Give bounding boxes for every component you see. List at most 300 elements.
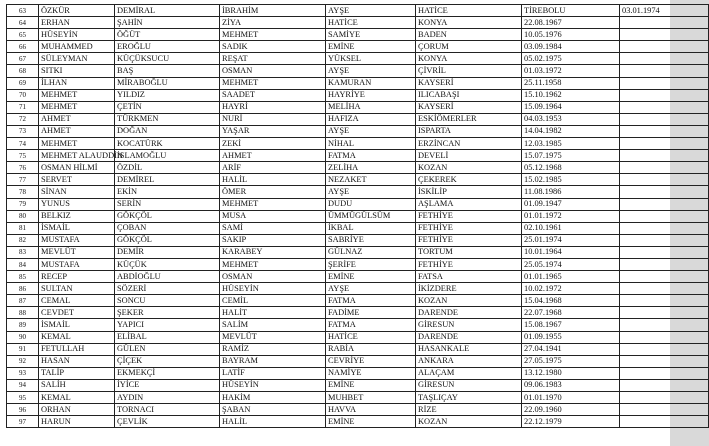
birthplace-cell: ISPARTA: [416, 125, 522, 137]
mother-name-cell: GÜLNAZ: [326, 246, 416, 258]
first-name-cell: AHMET: [39, 125, 115, 137]
father-name-cell: SALİM: [220, 319, 326, 331]
father-name-cell: NURİ: [220, 113, 326, 125]
birthplace-cell: ESKİÖMERLER: [416, 113, 522, 125]
father-name-cell: HALİT: [220, 307, 326, 319]
birth-date-cell: TİREBOLU: [522, 5, 620, 17]
birthplace-cell: FATSA: [416, 271, 522, 283]
first-name-cell: HÜSEYİN: [39, 29, 115, 41]
birthplace-cell: HATİCE: [416, 5, 522, 17]
surname-cell: KOCATÜRK: [115, 138, 220, 150]
row-number-cell: 84: [7, 258, 39, 270]
mother-name-cell: AYŞE: [326, 283, 416, 295]
extra-cell-cell: [620, 53, 709, 65]
extra-cell-cell: [620, 138, 709, 150]
extra-cell-cell: [620, 234, 709, 246]
mother-name-cell: MELİHA: [326, 101, 416, 113]
father-name-cell: SAMİ: [220, 222, 326, 234]
father-name-cell: HÜSEYİN: [220, 283, 326, 295]
mother-name-cell: FATMA: [326, 295, 416, 307]
surname-cell: GÖKÇÖL: [115, 234, 220, 246]
extra-cell-cell: 03.01.1974: [620, 5, 709, 17]
mother-name-cell: EMİNE: [326, 271, 416, 283]
father-name-cell: ÖMER: [220, 186, 326, 198]
table-row: [7, 198, 709, 210]
birth-date-cell: 15.09.1964: [522, 101, 620, 113]
mother-name-cell: AYŞE: [326, 186, 416, 198]
row-number-cell: 77: [7, 174, 39, 186]
birth-date-cell: 01.01.1965: [522, 271, 620, 283]
surname-cell: TÜRKMEN: [115, 113, 220, 125]
birth-date-cell: 11.08.1986: [522, 186, 620, 198]
birth-date-cell: 14.04.1982: [522, 125, 620, 137]
extra-cell-cell: [620, 343, 709, 355]
mother-name-cell: EMİNE: [326, 416, 416, 428]
extra-cell-cell: [620, 125, 709, 137]
birthplace-cell: ÇEKEREK: [416, 174, 522, 186]
father-name-cell: AHMET: [220, 150, 326, 162]
birth-date-cell: 15.04.1968: [522, 295, 620, 307]
row-number-cell: 73: [7, 125, 39, 137]
father-name-cell: MEHMET: [220, 29, 326, 41]
table-row: [7, 222, 709, 234]
birth-date-cell: 22.09.1960: [522, 404, 620, 416]
row-number-cell: 75: [7, 150, 39, 162]
father-name-cell: HAKİM: [220, 392, 326, 404]
table-row: [7, 271, 709, 283]
birthplace-cell: ILICABAŞI: [416, 89, 522, 101]
birthplace-cell: ERZİNCAN: [416, 138, 522, 150]
first-name-cell: MEHMET: [39, 138, 115, 150]
row-number-cell: 89: [7, 319, 39, 331]
birth-date-cell: 27.04.1941: [522, 343, 620, 355]
table-row: [7, 5, 709, 17]
table-row: [7, 355, 709, 367]
mother-name-cell: HATİCE: [326, 17, 416, 29]
table-row: [7, 404, 709, 416]
row-number-cell: 94: [7, 379, 39, 391]
table-row: [7, 210, 709, 222]
mother-name-cell: RABİA: [326, 343, 416, 355]
table-row: [7, 331, 709, 343]
birth-date-cell: 22.07.1968: [522, 307, 620, 319]
father-name-cell: ZİYA: [220, 17, 326, 29]
surname-cell: ÖĞÜT: [115, 29, 220, 41]
extra-cell-cell: [620, 283, 709, 295]
birthplace-cell: DARENDE: [416, 307, 522, 319]
surname-cell: MİRABOĞLU: [115, 77, 220, 89]
surname-cell: İYİCE: [115, 379, 220, 391]
table-row: [7, 29, 709, 41]
father-name-cell: SAADET: [220, 89, 326, 101]
extra-cell-cell: [620, 246, 709, 258]
birth-date-cell: 25.01.1974: [522, 234, 620, 246]
birth-date-cell: 15.08.1967: [522, 319, 620, 331]
row-number-cell: 96: [7, 404, 39, 416]
birthplace-cell: GİRESUN: [416, 379, 522, 391]
first-name-cell: KEMAL: [39, 331, 115, 343]
birth-date-cell: 15.10.1962: [522, 89, 620, 101]
row-number-cell: 97: [7, 416, 39, 428]
father-name-cell: SAKIP: [220, 234, 326, 246]
birth-date-cell: 09.06.1983: [522, 379, 620, 391]
table-body: [7, 5, 709, 428]
mother-name-cell: EMİNE: [326, 41, 416, 53]
birthplace-cell: KAYSERİ: [416, 101, 522, 113]
row-number-cell: 68: [7, 65, 39, 77]
table-row: [7, 319, 709, 331]
mother-name-cell: YÜKSEL: [326, 53, 416, 65]
father-name-cell: MEVLÜT: [220, 331, 326, 343]
row-number-cell: 81: [7, 222, 39, 234]
father-name-cell: HALİL: [220, 416, 326, 428]
row-number-cell: 65: [7, 29, 39, 41]
birthplace-cell: RİZE: [416, 404, 522, 416]
row-number-cell: 72: [7, 113, 39, 125]
father-name-cell: OSMAN: [220, 65, 326, 77]
father-name-cell: ZEKİ: [220, 138, 326, 150]
surname-cell: YAPICI: [115, 319, 220, 331]
first-name-cell: SERVET: [39, 174, 115, 186]
birthplace-cell: BADEN: [416, 29, 522, 41]
extra-cell-cell: [620, 319, 709, 331]
mother-name-cell: NİHAL: [326, 138, 416, 150]
first-name-cell: İSMAİL: [39, 222, 115, 234]
first-name-cell: AHMET: [39, 113, 115, 125]
father-name-cell: REŞAT: [220, 53, 326, 65]
row-number-cell: 67: [7, 53, 39, 65]
surname-cell: ÖZDİL: [115, 162, 220, 174]
first-name-cell: SITKI: [39, 65, 115, 77]
row-number-cell: 70: [7, 89, 39, 101]
table-row: [7, 307, 709, 319]
table-row: [7, 258, 709, 270]
row-number-cell: 71: [7, 101, 39, 113]
surname-cell: DEMİR: [115, 246, 220, 258]
row-number-cell: 88: [7, 307, 39, 319]
first-name-cell: ORHAN: [39, 404, 115, 416]
birthplace-cell: KAYSERİ: [416, 77, 522, 89]
table-row: [7, 367, 709, 379]
surname-cell: BAŞ: [115, 65, 220, 77]
birthplace-cell: FETHİYE: [416, 222, 522, 234]
row-number-cell: 76: [7, 162, 39, 174]
extra-cell-cell: [620, 331, 709, 343]
extra-cell-cell: [620, 392, 709, 404]
table-row: [7, 138, 709, 150]
extra-cell-cell: [620, 404, 709, 416]
birth-date-cell: 10.01.1964: [522, 246, 620, 258]
mother-name-cell: CEVRİYE: [326, 355, 416, 367]
birthplace-cell: KOZAN: [416, 416, 522, 428]
father-name-cell: HAYRİ: [220, 101, 326, 113]
birthplace-cell: AŞLAMA: [416, 198, 522, 210]
first-name-cell: MUSTAFA: [39, 234, 115, 246]
extra-cell-cell: [620, 186, 709, 198]
first-name-cell: SÜLEYMAN: [39, 53, 115, 65]
table-row: [7, 101, 709, 113]
table-row: [7, 41, 709, 53]
row-number-cell: 87: [7, 295, 39, 307]
extra-cell-cell: [620, 41, 709, 53]
extra-cell-cell: [620, 174, 709, 186]
row-number-cell: 80: [7, 210, 39, 222]
extra-cell-cell: [620, 222, 709, 234]
birth-date-cell: 12.03.1985: [522, 138, 620, 150]
row-number-cell: 66: [7, 41, 39, 53]
extra-cell-cell: [620, 77, 709, 89]
father-name-cell: HALİL: [220, 174, 326, 186]
table-row: [7, 392, 709, 404]
father-name-cell: MUSA: [220, 210, 326, 222]
birth-date-cell: 01.03.1972: [522, 65, 620, 77]
birthplace-cell: ALAÇAM: [416, 367, 522, 379]
table-row: [7, 113, 709, 125]
row-number-cell: 93: [7, 367, 39, 379]
first-name-cell: KEMAL: [39, 392, 115, 404]
surname-cell: YILDIZ: [115, 89, 220, 101]
first-name-cell: ERHAN: [39, 17, 115, 29]
surname-cell: ÇOBAN: [115, 222, 220, 234]
first-name-cell: SİNAN: [39, 186, 115, 198]
birth-date-cell: 05.02.1975: [522, 53, 620, 65]
row-number-cell: 85: [7, 271, 39, 283]
father-name-cell: MEHMET: [220, 258, 326, 270]
birth-date-cell: 05.12.1968: [522, 162, 620, 174]
surname-cell: KÜÇÜK: [115, 258, 220, 270]
surname-cell: SONCU: [115, 295, 220, 307]
first-name-cell: HARUN: [39, 416, 115, 428]
birthplace-cell: FETHİYE: [416, 234, 522, 246]
mother-name-cell: ÜMMÜGÜLSÜM: [326, 210, 416, 222]
first-name-cell: RECEP: [39, 271, 115, 283]
birth-date-cell: 01.01.1972: [522, 210, 620, 222]
mother-name-cell: MUHBET: [326, 392, 416, 404]
birthplace-cell: ÇORUM: [416, 41, 522, 53]
table-row: [7, 186, 709, 198]
birth-date-cell: 13.12.1980: [522, 367, 620, 379]
mother-name-cell: KAMURAN: [326, 77, 416, 89]
table-row: [7, 53, 709, 65]
mother-name-cell: ZELİHA: [326, 162, 416, 174]
mother-name-cell: FADİME: [326, 307, 416, 319]
first-name-cell: TALİP: [39, 367, 115, 379]
mother-name-cell: AYŞE: [326, 125, 416, 137]
birthplace-cell: FETHİYE: [416, 210, 522, 222]
surname-cell: ÇEVLİK: [115, 416, 220, 428]
first-name-cell: MEHMET ALAUDDİN: [39, 150, 115, 162]
first-name-cell: MUHAMMED: [39, 41, 115, 53]
table-row: [7, 65, 709, 77]
father-name-cell: ŞABAN: [220, 404, 326, 416]
mother-name-cell: NEZAKET: [326, 174, 416, 186]
table-row: [7, 150, 709, 162]
birth-date-cell: 03.09.1984: [522, 41, 620, 53]
birthplace-cell: HASANKALE: [416, 343, 522, 355]
extra-cell-cell: [620, 29, 709, 41]
row-number-cell: 63: [7, 5, 39, 17]
personnel-table: [6, 4, 709, 428]
surname-cell: GÖKÇÖL: [115, 210, 220, 222]
row-number-cell: 92: [7, 355, 39, 367]
surname-cell: EKİN: [115, 186, 220, 198]
birth-date-cell: 22.12.1979: [522, 416, 620, 428]
table-row: [7, 246, 709, 258]
surname-cell: ŞEKER: [115, 307, 220, 319]
birth-date-cell: 01.01.1970: [522, 392, 620, 404]
birth-date-cell: 25.11.1958: [522, 77, 620, 89]
surname-cell: İSLAMOĞLU: [115, 150, 220, 162]
surname-cell: ŞAHİN: [115, 17, 220, 29]
surname-cell: ÇETİN: [115, 101, 220, 113]
first-name-cell: CEMAL: [39, 295, 115, 307]
birthplace-cell: ANKARA: [416, 355, 522, 367]
extra-cell-cell: [620, 101, 709, 113]
mother-name-cell: AYŞE: [326, 5, 416, 17]
extra-cell-cell: [620, 258, 709, 270]
row-number-cell: 64: [7, 17, 39, 29]
father-name-cell: SADIK: [220, 41, 326, 53]
surname-cell: ELİBAL: [115, 331, 220, 343]
mother-name-cell: HAFIZA: [326, 113, 416, 125]
extra-cell-cell: [620, 295, 709, 307]
first-name-cell: FETULLAH: [39, 343, 115, 355]
table-row: [7, 295, 709, 307]
surname-cell: SERİN: [115, 198, 220, 210]
extra-cell-cell: [620, 89, 709, 101]
birthplace-cell: İKİZDERE: [416, 283, 522, 295]
birthplace-cell: KONYA: [416, 53, 522, 65]
table-row: [7, 343, 709, 355]
first-name-cell: MUSTAFA: [39, 258, 115, 270]
extra-cell-cell: [620, 210, 709, 222]
first-name-cell: MEVLÜT: [39, 246, 115, 258]
birthplace-cell: KOZAN: [416, 162, 522, 174]
first-name-cell: YUNUS: [39, 198, 115, 210]
first-name-cell: OSMAN HİLMİ: [39, 162, 115, 174]
extra-cell-cell: [620, 150, 709, 162]
birthplace-cell: TAŞLIÇAY: [416, 392, 522, 404]
row-number-cell: 95: [7, 392, 39, 404]
extra-cell-cell: [620, 65, 709, 77]
birth-date-cell: 02.10.1961: [522, 222, 620, 234]
first-name-cell: CEVDET: [39, 307, 115, 319]
surname-cell: TORNACI: [115, 404, 220, 416]
birth-date-cell: 25.05.1974: [522, 258, 620, 270]
mother-name-cell: SABRİYE: [326, 234, 416, 246]
mother-name-cell: ŞERİFE: [326, 258, 416, 270]
table-row: [7, 125, 709, 137]
extra-cell-cell: [620, 355, 709, 367]
surname-cell: AYDIN: [115, 392, 220, 404]
extra-cell-cell: [620, 198, 709, 210]
father-name-cell: HÜSEYİN: [220, 379, 326, 391]
birth-date-cell: 10.02.1972: [522, 283, 620, 295]
father-name-cell: RAMİZ: [220, 343, 326, 355]
first-name-cell: BELKIZ: [39, 210, 115, 222]
birthplace-cell: DEVELİ: [416, 150, 522, 162]
extra-cell-cell: [620, 379, 709, 391]
surname-cell: GÜLEN: [115, 343, 220, 355]
birth-date-cell: 15.02.1985: [522, 174, 620, 186]
surname-cell: ABDİOĞLU: [115, 271, 220, 283]
mother-name-cell: SAMİYE: [326, 29, 416, 41]
birthplace-cell: FETHİYE: [416, 258, 522, 270]
first-name-cell: ÖZKÜR: [39, 5, 115, 17]
extra-cell-cell: [620, 162, 709, 174]
row-number-cell: 86: [7, 283, 39, 295]
extra-cell-cell: [620, 367, 709, 379]
mother-name-cell: HAVVA: [326, 404, 416, 416]
birth-date-cell: 15.07.1975: [522, 150, 620, 162]
first-name-cell: SALİH: [39, 379, 115, 391]
table-row: [7, 162, 709, 174]
mother-name-cell: FATMA: [326, 319, 416, 331]
first-name-cell: MEHMET: [39, 101, 115, 113]
birthplace-cell: İSKİLİP: [416, 186, 522, 198]
birth-date-cell: 27.05.1975: [522, 355, 620, 367]
birthplace-cell: GİRESUN: [416, 319, 522, 331]
first-name-cell: İLHAN: [39, 77, 115, 89]
row-number-cell: 83: [7, 246, 39, 258]
birth-date-cell: 01.09.1955: [522, 331, 620, 343]
table-row: [7, 17, 709, 29]
father-name-cell: ARİF: [220, 162, 326, 174]
table-row: [7, 77, 709, 89]
birth-date-cell: 01.09.1947: [522, 198, 620, 210]
birth-date-cell: 10.05.1976: [522, 29, 620, 41]
father-name-cell: LATİF: [220, 367, 326, 379]
surname-cell: DEMİRAL: [115, 5, 220, 17]
birthplace-cell: KONYA: [416, 17, 522, 29]
row-number-cell: 69: [7, 77, 39, 89]
table-row: [7, 283, 709, 295]
first-name-cell: HASAN: [39, 355, 115, 367]
birth-date-cell: 04.03.1953: [522, 113, 620, 125]
row-number-cell: 82: [7, 234, 39, 246]
surname-cell: EKMEKÇİ: [115, 367, 220, 379]
father-name-cell: MEHMET: [220, 77, 326, 89]
mother-name-cell: NAMİYE: [326, 367, 416, 379]
row-number-cell: 79: [7, 198, 39, 210]
extra-cell-cell: [620, 307, 709, 319]
surname-cell: EROĞLU: [115, 41, 220, 53]
birthplace-cell: TORTUM: [416, 246, 522, 258]
birthplace-cell: KOZAN: [416, 295, 522, 307]
father-name-cell: YAŞAR: [220, 125, 326, 137]
mother-name-cell: HATİCE: [326, 331, 416, 343]
row-number-cell: 91: [7, 343, 39, 355]
extra-cell-cell: [620, 271, 709, 283]
birthplace-cell: DARENDE: [416, 331, 522, 343]
extra-cell-cell: [620, 416, 709, 428]
mother-name-cell: AYŞE: [326, 65, 416, 77]
table-row: [7, 174, 709, 186]
mother-name-cell: EMİNE: [326, 379, 416, 391]
table-row: [7, 89, 709, 101]
first-name-cell: SULTAN: [39, 283, 115, 295]
birth-date-cell: 22.08.1967: [522, 17, 620, 29]
mother-name-cell: FATMA: [326, 150, 416, 162]
birthplace-cell: ÇİVRİL: [416, 65, 522, 77]
surname-cell: ÇİÇEK: [115, 355, 220, 367]
first-name-cell: MEHMET: [39, 89, 115, 101]
mother-name-cell: İKBAL: [326, 222, 416, 234]
father-name-cell: KARABEY: [220, 246, 326, 258]
first-name-cell: İSMAİL: [39, 319, 115, 331]
father-name-cell: BAYRAM: [220, 355, 326, 367]
table-row: [7, 416, 709, 428]
